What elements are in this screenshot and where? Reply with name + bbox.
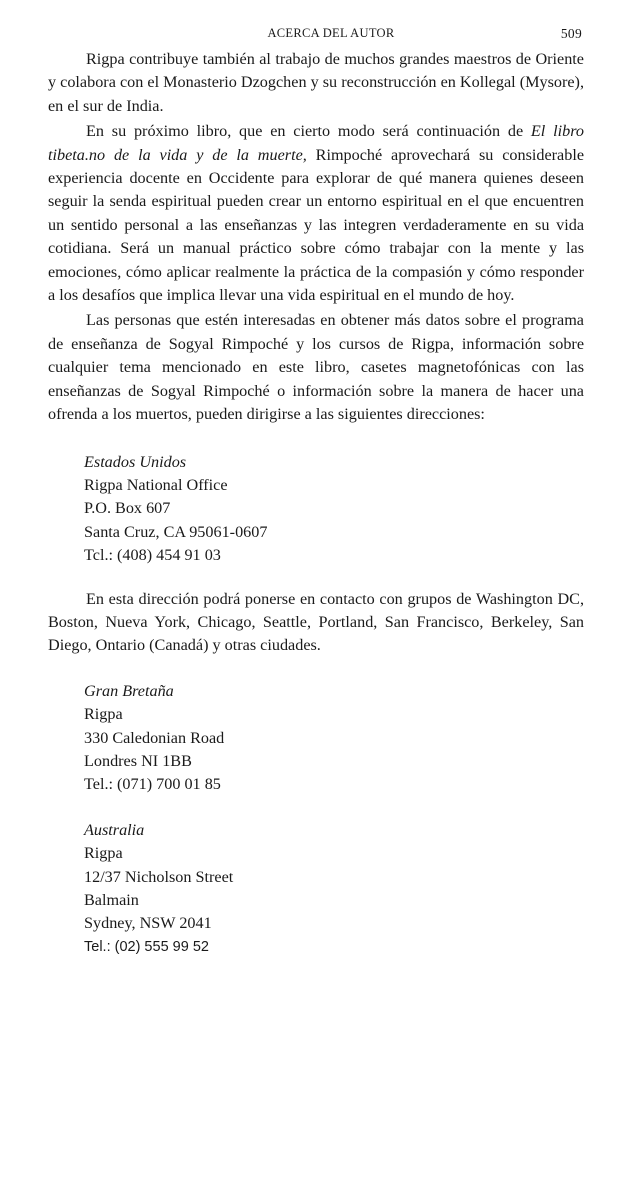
address-country: Australia <box>84 820 145 839</box>
address-line: Rigpa <box>84 705 123 724</box>
address-phone: Tel.: (071) 700 01 85 <box>84 775 221 794</box>
address-country: Gran Bretaña <box>84 681 174 700</box>
paragraph-next-book-end: Rimpoché aprovechará su considerable experiencia docente en Occidente para explorar de qué manera quienes deseen seguir la senda espiritual pueden crear un entorno espiritual en el que encuentren un sentido personal a las enseñanzas y las integren verdaderamente en su vida cotidiana. Será un manual práctico sobre cómo trabajar con la mente y las emociones, cómo aplicar realmente la práctica de la compasión y cómo responder a los desafíos que implica llevar una vida espiritual en el mundo de hoy. <box>48 145 585 305</box>
paragraph-next-book-start: En su próximo libro, que en cierto modo será continuación de <box>86 122 531 141</box>
address-phone: Tcl.: (408) 454 91 03 <box>84 546 221 565</box>
paragraph-next-book <box>48 120 584 307</box>
address-line: 12/37 Nicholson Street <box>84 867 234 886</box>
running-header <box>48 0 584 48</box>
address-block-uk <box>84 680 584 797</box>
book-title-italic: El libro tibeta.no de la vida y de la muerte, <box>48 122 584 164</box>
address-line: Santa Cruz, CA 95061-0607 <box>84 522 268 541</box>
paragraph-us-groups: En esta dirección podrá ponerse en contacto con grupos de Washington DC, Boston, Nueva York, Chicago, Seattle, Portland, San Francisco, Berkeley, San Diego, Ontario (Canadá) y otras ciudades. <box>48 589 584 655</box>
paragraph-contact-info: Las personas que estén interesadas en obtener más datos sobre el programa de enseñanza de Sogyal Rimpoché y los cursos de Rigpa, información sobre cualquier tema mencionado en este libro, casetes magnetofónicas con las enseñanzas de Sogyal Rimpoché o información sobre la manera de hacer una ofrenda a los muertos, pueden dirigirse a las siguientes direcciones: <box>48 311 584 424</box>
address-line: Sydney, NSW 2041 <box>84 914 212 933</box>
address-line: P.O. Box 607 <box>84 499 171 518</box>
chapter-title: ACERCA DEL AUTOR <box>267 26 395 40</box>
address-line: Rigpa <box>84 844 123 863</box>
address-line: 330 Caledonian Road <box>84 728 225 747</box>
page-number: 509 <box>560 26 582 41</box>
address-line: Londres NI 1BB <box>84 751 192 770</box>
address-country: Estados Unidos <box>84 452 187 471</box>
address-block-usa <box>84 451 584 568</box>
address-phone: Tel.: (02) 555 99 52 <box>84 938 209 955</box>
address-line: Balmain <box>84 891 139 909</box>
address-block-australia <box>84 819 584 959</box>
address-line: Rigpa National Office <box>84 475 228 494</box>
paragraph-rigpa-contribution: Rigpa contribuye también al trabajo de muchos grandes maestros de Oriente y colabora con el Monasterio Dzogchen y su reconstrucción en Kollegal (Mysore), en el sur de India. <box>48 50 584 115</box>
